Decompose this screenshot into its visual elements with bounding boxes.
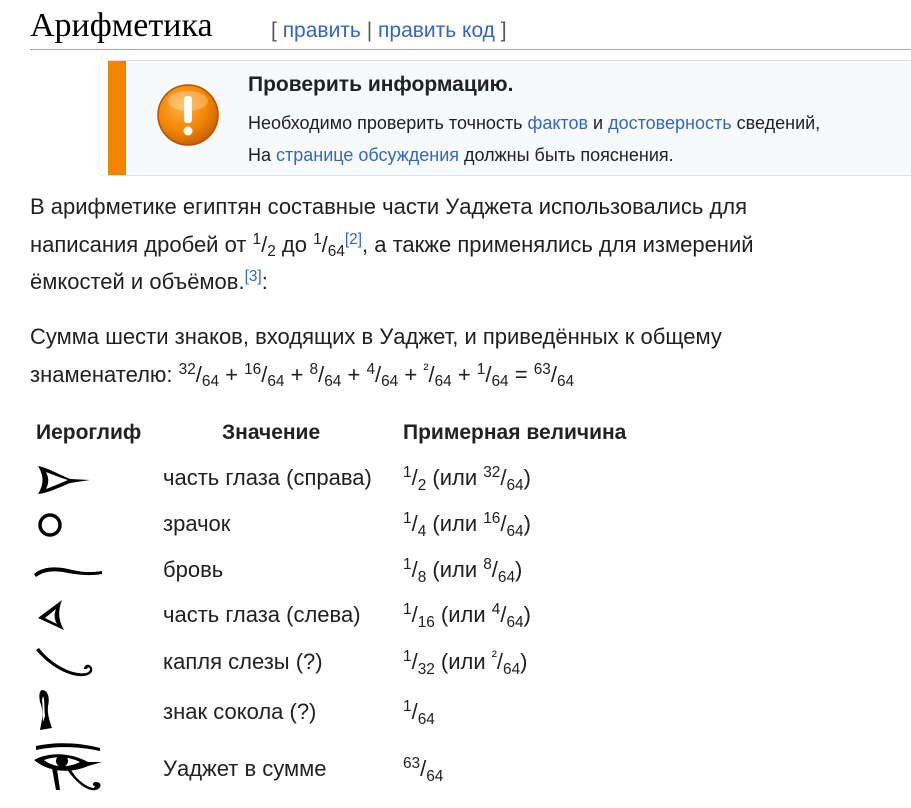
table-cell-meaning: Уаджет в сумме [163,756,327,781]
talk-page-link[interactable]: странице обсуждения [276,145,460,165]
table-cell-value: $^1/_4$ (или $^{16}/_{64}$) [403,510,531,540]
notice-title: Проверить информацию. [248,73,514,96]
column-header-value: Примерная величина [403,421,627,444]
sum-expression [178,360,575,391]
eyebrow-icon [32,561,104,581]
column-header-meaning: Значение [222,421,321,444]
paragraph-2 [30,318,722,393]
table-cell-meaning: капля слезы (?) [163,649,323,674]
reliability-link[interactable]: достоверность [608,113,732,133]
edit-bracket-open: [ [271,19,277,42]
table-cell-value: $^1/_{32}$ (или $^{^2}/_{64}$) [403,648,528,678]
reference-3-link[interactable]: [3] [244,268,262,286]
column-header-glyph: Иероглиф [36,421,142,444]
edit-code-link[interactable]: править код [378,19,495,42]
paragraph-1 [30,188,754,301]
table-cell-meaning: часть глаза (справа) [163,465,372,490]
pupil-icon [36,511,66,541]
section-heading [30,4,911,50]
warning-exclamation-icon [156,83,220,147]
edit-section-links [271,18,507,44]
reference-2-link[interactable]: [2] [344,230,363,248]
table-cell-value: $^1/_{16}$ (или $^4/_{64}$) [403,601,531,631]
notice-accent-bar [108,61,126,175]
teardrop-icon [32,646,98,682]
paragraph-1-line-3: ёмкостей и объёмов.[3]: [30,268,268,294]
paragraph-2-line-2: знаменателю: $^{32}/_{64} + ^{16}/_{64} + ^8/_{64} + ^4/_{64} + ^{^2}/_{64} + ^1/_{64} = ^{63}/_{64}$ [30,360,575,391]
sum-term: $^{32}/_{64}$ + [178,360,245,391]
falcon-mark-icon [34,688,56,732]
paragraph-1-line-2: написания дробей от $^1/_2$ до $^1/_{64}[2]$, а также применялись для измерений [30,230,754,261]
sum-term: $^{16}/_{64}$ + [244,360,310,391]
edit-bracket-close: ] [500,19,507,42]
table-cell-value: $^1/_8$ (или $^8/_{64}$) [403,556,523,586]
edit-separator: | [366,19,373,42]
sum-term: $^1/_{64}$ = [476,360,534,391]
sum-term: $^8/_{64}$ + [309,360,367,391]
verify-info-notice [108,60,911,176]
section-title: Арифметика [30,7,213,44]
facts-link[interactable]: фактов [527,113,589,133]
table-cell-value: $^1/_2$ (или $^{32}/_{64}$) [403,464,531,494]
sum-term: $^4/_{64}$ + [366,360,424,391]
eye-left-part-icon [34,598,70,634]
table-cell-value: $^1/_{64}$ [403,698,435,728]
notice-line-1: Необходимо проверить точность фактов и достоверность сведений, [248,113,821,133]
edit-link[interactable]: править [282,19,361,42]
wadjet-eye-icon [30,740,106,802]
table-cell-meaning: часть глаза (слева) [163,602,361,627]
eye-right-part-icon [34,462,94,498]
table-cell-value: $^{63}/_{64}$ [403,755,444,785]
sum-term: $^{63}/_{64}$ [533,360,575,391]
notice-line-2: На странице обсуждения должны быть пояснения. [248,145,674,165]
table-cell-meaning: бровь [163,557,224,582]
sum-term: $^{^2}/_{64}$ + [423,360,477,391]
paragraph-1-line-1: В арифметике египтян составные части Уаджета использовались для [30,194,748,219]
table-cell-meaning: знак сокола (?) [163,699,317,724]
table-cell-meaning: зрачок [163,511,231,536]
paragraph-2-line-1: Сумма шести знаков, входящих в Уаджет, и приведённых к общему [30,324,722,349]
